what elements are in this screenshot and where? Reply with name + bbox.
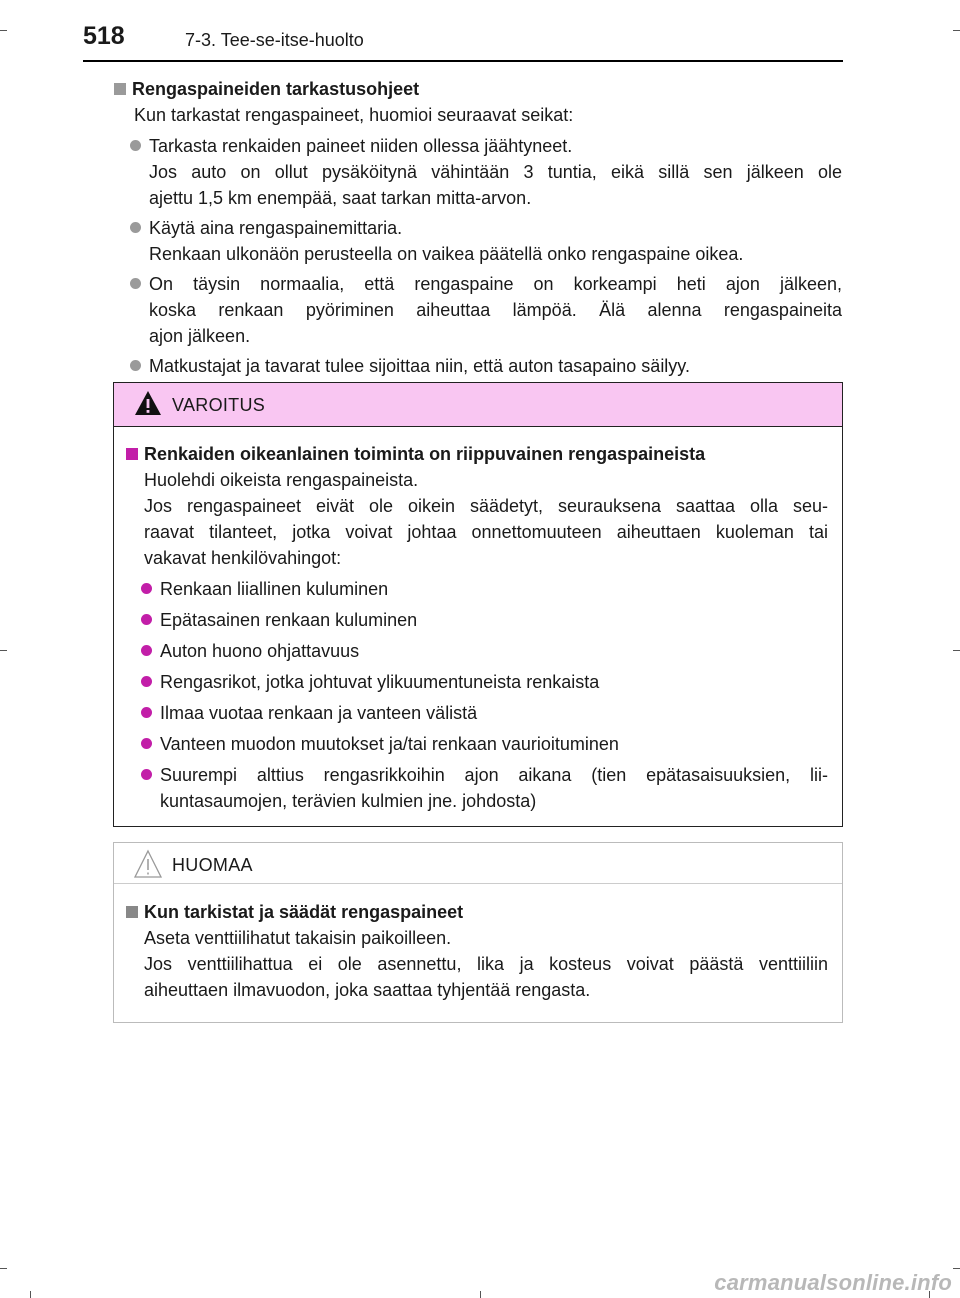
bullet-dot-icon — [141, 645, 152, 656]
warning-intro: Huolehdi oikeista rengaspaineista. Jos rengaspaineet eivät ole oikein säädetyt, seurauksena saattaa olla seu- raavat tilanteet, jotka voivat johtaa onnettomuuteen aiheuttaen kuoleman tai vakavat henkilövahingot: — [144, 470, 828, 568]
bullet-dot-icon — [130, 278, 141, 289]
list-item: Renkaan liiallinen kuluminen — [126, 576, 828, 602]
bullet-dot-icon — [141, 676, 152, 687]
watermark: carmanualsonline.info — [714, 1270, 952, 1295]
list-item: Auton huono ohjattavuus — [126, 638, 828, 664]
bullet-dot-icon — [141, 707, 152, 718]
list-item: On täysin normaalia, että rengaspaine on korkeampi heti ajon jälkeen, koska renkaan pyöriminen aiheuttaa lämpöä. Älä alenna rengaspaineita ajon jälkeen. — [114, 271, 842, 349]
caution-triangle-icon — [133, 849, 163, 879]
warning-title: VAROITUS — [172, 395, 266, 415]
bullet-dot-icon — [130, 140, 141, 151]
square-bullet-icon — [126, 448, 138, 460]
warning-header — [114, 383, 842, 427]
list-item: Suurempi alttius rengasrikkoihin ajon aikana (tien epätasaisuuksien, lii- kuntasaumojen, terävien kulmien jne. johdosta) — [126, 762, 828, 814]
crop-mark — [953, 650, 960, 651]
section-heading: Rengaspaineiden tarkastusohjeet — [114, 76, 842, 102]
list-item: Vanteen muodon muutokset ja/tai renkaan vaurioituminen — [126, 731, 828, 757]
chapter-title: 7-3. Tee-se-itse-huolto — [185, 30, 364, 50]
note-body — [114, 884, 842, 1003]
note-box — [113, 842, 843, 1023]
list-item: Käytä aina rengaspainemittaria. Renkaan ulkonäön perusteella on vaikea päätellä onko rengaspaine oikea. — [114, 215, 842, 267]
square-bullet-icon — [126, 906, 138, 918]
list-item: Rengasrikot, jotka johtuvat ylikuumentuneista renkaista — [126, 669, 828, 695]
section-intro: Kun tarkastat rengaspaineet, huomioi seuraavat seikat: — [134, 105, 574, 125]
warning-box — [113, 382, 843, 827]
note-title: HUOMAA — [172, 855, 253, 875]
crop-mark — [0, 650, 7, 651]
bullet-dot-icon — [130, 360, 141, 371]
note-header — [114, 843, 842, 884]
tire-pressure-section — [114, 76, 842, 379]
crop-mark — [30, 1291, 31, 1298]
bullet-dot-icon — [130, 222, 141, 233]
crop-mark — [953, 30, 960, 31]
warning-body — [114, 427, 842, 814]
square-bullet-icon — [114, 83, 126, 95]
bullet-dot-icon — [141, 614, 152, 625]
list-item: Matkustajat ja tavarat tulee sijoittaa niin, että auton tasapaino säilyy. — [114, 353, 842, 379]
crop-mark — [953, 1268, 960, 1269]
list-item: Tarkasta renkaiden paineet niiden ollessa jäähtyneet. Jos auto on ollut pysäköitynä vähintään 3 tuntia, eikä sillä sen jälkeen ole ajettu 1,5 km enempää, saat tarkan mitta-arvon. — [114, 133, 842, 211]
page-number: 518 — [83, 22, 125, 50]
warning-triangle-icon — [133, 389, 163, 417]
crop-mark — [0, 1268, 7, 1269]
crop-mark — [480, 1291, 481, 1298]
note-intro: Aseta venttiilihatut takaisin paikoilleen. Jos venttiilihattua ei ole asennettu, lika ja kosteus voivat päästä venttiiliin aiheuttaen ilmavuodon, joka saattaa tyhjentää rengasta. — [144, 928, 828, 1000]
bullet-dot-icon — [141, 738, 152, 749]
bullet-dot-icon — [141, 583, 152, 594]
header-rule — [83, 60, 843, 62]
list-item: Epätasainen renkaan kuluminen — [126, 607, 828, 633]
crop-mark — [0, 30, 7, 31]
warning-heading: Renkaiden oikeanlainen toiminta on riippuvainen rengaspaineista — [126, 441, 828, 467]
bullet-dot-icon — [141, 769, 152, 780]
list-item: Ilmaa vuotaa renkaan ja vanteen välistä — [126, 700, 828, 726]
note-heading: Kun tarkistat ja säädät rengaspaineet — [126, 899, 828, 925]
